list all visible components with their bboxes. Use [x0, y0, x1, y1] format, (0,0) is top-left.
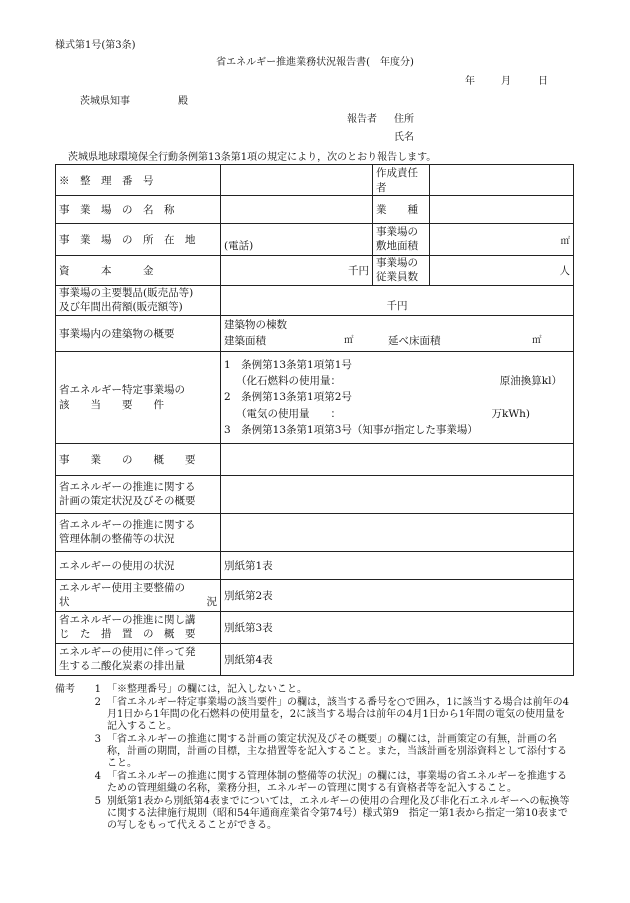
addressee: 茨城県知事: [80, 96, 130, 107]
employees-label: 事業場の 従業員数: [373, 256, 430, 286]
reporter-label: 報告者: [347, 114, 377, 125]
employees-value[interactable]: [430, 256, 574, 286]
industry-value[interactable]: [430, 196, 574, 224]
note-item: 2 「省エネルギー特定事業場の該当要件」の欄は，該当する番号を○で囲み，1に該当する場合は前年の4月1日から1年間の化石燃料の使用量を，2に該当する場合は前年の4月1日から1年間の電気の使用量を記入すること。: [94, 697, 570, 732]
form-title: 省エネルギー推進業務状況報告書( 年度分): [216, 57, 414, 68]
report-table: [55, 164, 574, 676]
note-item: 3 「省エネルギーの推進に関する計画の策定状況及びその概要」の欄には，計画策定の有無，計画の名称，計画の期間，計画の目標，主な措置等を記入すること。また，当該計画を別添資料として添付すること。: [94, 734, 567, 769]
intro-text: 茨城県地球環境保全行動条例第13条第1項の規定により，次のとおり報告します。: [68, 152, 437, 163]
phone-label: (電話): [224, 240, 254, 252]
date-month: 月: [501, 76, 511, 87]
form-number: 様式第1号(第3条): [55, 40, 136, 51]
floor-area: 延べ床面積: [388, 334, 441, 347]
equipment-value[interactable]: [221, 580, 574, 612]
date-day: 日: [538, 76, 548, 87]
business-overview-label: 事 業 の 概 要: [56, 444, 221, 476]
note-item: 4 「省エネルギーの推進に関する管理体制の整備等の状況」の欄には，事業場の省エネルギーを推進するための管理組織の名称，業務分担，エネルギーの管理に関する有資格者等を記入すること。: [94, 771, 567, 794]
sheet-2: 別紙第2表: [224, 590, 273, 602]
req-fossil-fuel: （化石燃料の使用量：: [236, 375, 341, 388]
site-area-value[interactable]: [430, 224, 574, 256]
building-area: 建築面積: [224, 334, 266, 347]
building-count: 建築物の棟数: [224, 318, 287, 331]
name-label: 氏名: [394, 132, 414, 143]
plan-status-label: 省エネルギーの推進に関する 計画の策定状況及びその概要: [56, 476, 221, 514]
building-area-unit: ㎡: [344, 334, 354, 346]
specific-req-value[interactable]: [221, 352, 574, 444]
floor-area-unit: ㎡: [532, 334, 542, 346]
co2-label: エネルギーの使用に伴って発 生する二酸化炭素の排出量: [56, 644, 221, 676]
site-area-label: 事業場の 敷地面積: [373, 224, 430, 256]
req-electricity-unit: 万kWh): [491, 407, 530, 420]
req-fossil-unit: 原油換算kl）: [499, 375, 562, 388]
management-label: 省エネルギーの推進に関する 管理体制の整備等の状況: [56, 514, 221, 552]
products-label: 事業場の主要製品(販売品等) 及び年間出荷額(販売額等): [56, 286, 221, 316]
location-label: 事 業 場 の 所 在 地: [56, 224, 221, 256]
address-label: 住所: [394, 114, 414, 125]
business-overview-value[interactable]: [221, 444, 574, 476]
sheet-1: 別紙第1表: [224, 560, 273, 572]
req-line-3[interactable]: 3 条例第13条第1項第3号（知事が指定した事業場）: [224, 423, 478, 436]
note-item: 備考 1 「※整理番号」の欄には，記入しないこと。: [55, 684, 307, 695]
location-value[interactable]: [221, 224, 373, 256]
capital-value[interactable]: [221, 256, 373, 286]
business-name-label: 事 業 場 の 名 称: [56, 196, 221, 224]
energy-use-value[interactable]: [221, 552, 574, 580]
reg-number-value[interactable]: [221, 165, 373, 196]
measures-value[interactable]: [221, 612, 574, 644]
req-line-1[interactable]: 1 条例第13条第1項第1号: [224, 358, 352, 371]
persons-unit: 人: [559, 265, 570, 277]
sqm-unit: ㎡: [560, 235, 570, 247]
plan-status-value[interactable]: [221, 476, 574, 514]
products-value[interactable]: [221, 286, 574, 316]
date-year: 年: [465, 76, 475, 87]
shipment-unit: 千円: [386, 300, 408, 312]
reg-number-label: ※ 整 理 番 号: [56, 165, 221, 196]
co2-value[interactable]: [221, 644, 574, 676]
buildings-value[interactable]: [221, 316, 574, 352]
req-electricity: （電気の使用量 ：: [236, 407, 341, 420]
specific-req-label: 省エネルギー特定事業場の 該 当 要 件: [56, 352, 221, 444]
creator-label: 作成責任者: [373, 165, 430, 196]
req-line-2[interactable]: 2 条例第13条第1項第2号: [224, 391, 352, 404]
honorific: 殿: [178, 96, 188, 107]
industry-label: 業 種: [373, 196, 430, 224]
note-item: 5 別紙第1表から別紙第4表までについては，エネルギーの使用の合理化及び非化石エネルギーへの転換等に関する法律施行規則（昭和54年通商産業省令第74号）様式第9 指定一第1表から指定一第10表までの写しをもって代えることができる。: [94, 796, 570, 831]
measures-label: 省エネルギーの推進に関し講 じ た 措 置 の 概 要: [56, 612, 221, 644]
buildings-label: 事業場内の建築物の概要: [56, 316, 221, 352]
sheet-3: 別紙第3表: [224, 622, 273, 634]
sheet-4: 別紙第4表: [224, 654, 273, 666]
equipment-label: エネルギー使用主要整備の 状 況: [56, 580, 221, 612]
thousand-yen-unit: 千円: [348, 265, 369, 277]
business-name-value[interactable]: [221, 196, 373, 224]
notes-label: 備考: [55, 684, 75, 695]
energy-use-label: エネルギーの使用の状況: [56, 552, 221, 580]
notes-section: [55, 684, 575, 833]
management-value[interactable]: [221, 514, 574, 552]
capital-label: 資 本 金: [56, 256, 221, 286]
creator-value[interactable]: [430, 165, 574, 196]
